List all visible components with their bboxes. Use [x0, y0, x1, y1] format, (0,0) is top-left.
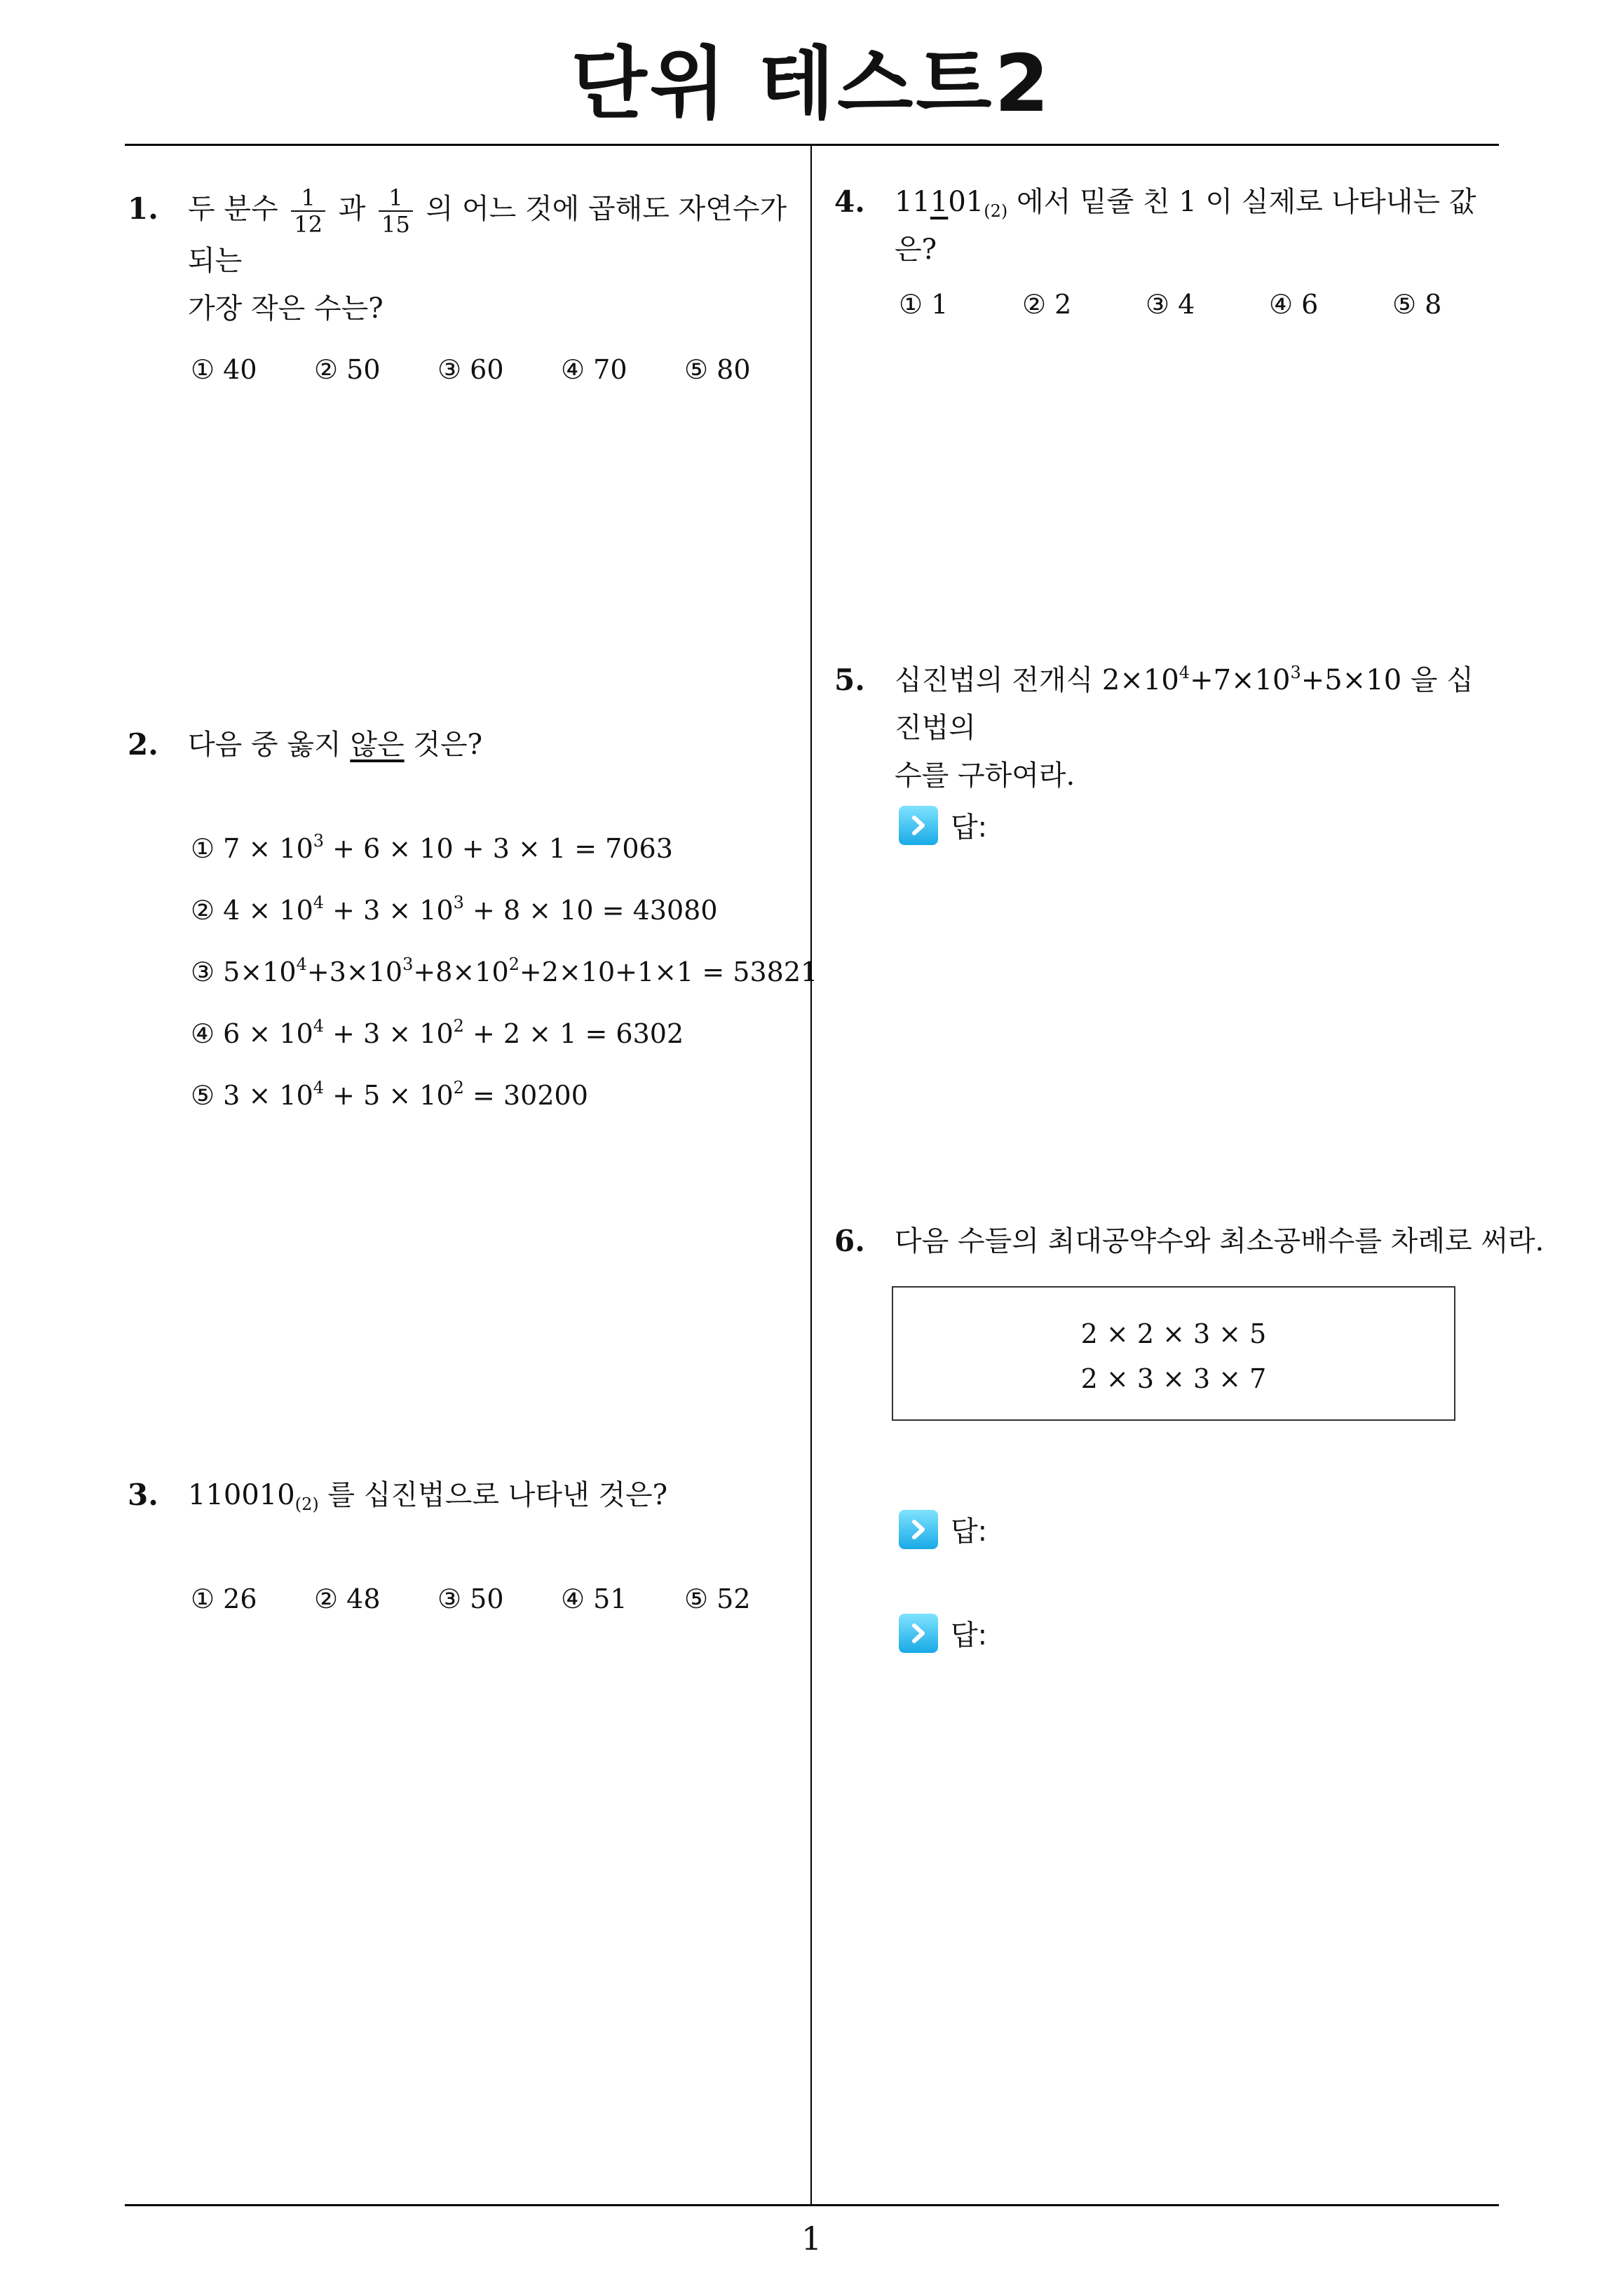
bottom-rule [125, 2204, 1499, 2206]
question-text [188, 185, 801, 332]
question-3 [128, 1471, 801, 1519]
question-text-part: 가장 작은 수는? [188, 292, 383, 325]
expression-box [892, 1286, 1455, 1421]
question-number: 3. [128, 1478, 158, 1512]
question-text-part: 것은? [413, 729, 483, 761]
question-number: 4. [834, 184, 865, 219]
question-number: 5. [834, 663, 865, 697]
choice-3[interactable]: ③ 4 [1146, 289, 1195, 320]
question-text-part: 수를 구하여라. [895, 759, 1075, 792]
binary-number: 110010 [188, 1479, 295, 1511]
choice-5[interactable]: ⑤ $3 \times 10^4 + 5 \times 10^2 = 30200$ [191, 1078, 588, 1111]
choice-2[interactable]: ② 2 [1022, 289, 1072, 320]
expression-line: 2 × 3 × 3 × 7 [1080, 1363, 1267, 1394]
column-divider [810, 144, 812, 2206]
fraction-1-12 [291, 185, 325, 237]
question-text [895, 656, 1500, 799]
question-2-choices [191, 833, 817, 1142]
question-3-choices [191, 1583, 808, 1614]
choice-1[interactable]: ① $7 \times 10^3 + 6 \times 10 + 3 \times 1 = 7063$ [191, 831, 673, 864]
choice-2[interactable]: ② 48 [314, 1583, 381, 1614]
binary-digits: 01 [948, 186, 984, 218]
answer-label: 답: [951, 1515, 988, 1548]
choice-3[interactable]: ③ $5\times 10^4+3\times 10^3+8\times 10^2+2\times 10+1\times 1 = 53821$ [191, 954, 818, 987]
underlined-digit: 1 [930, 186, 949, 218]
base-subscript: (2) [984, 201, 1008, 221]
choice-2[interactable]: ② 50 [314, 354, 381, 385]
top-rule [125, 144, 1499, 146]
choice-4[interactable]: ④ 70 [561, 354, 627, 385]
choice-5[interactable]: ⑤ 8 [1392, 289, 1442, 320]
fraction-numerator: 1 [379, 185, 413, 212]
choice-4[interactable]: ④ 51 [561, 1583, 627, 1614]
answer-field-q6-gcd[interactable] [899, 1509, 987, 1549]
question-text [895, 178, 1493, 274]
question-2 [128, 721, 801, 769]
question-number: 6. [834, 1224, 865, 1258]
question-text-part: 두 분수 [188, 193, 278, 225]
chevron-right-icon [899, 806, 938, 845]
choice-2[interactable]: ② $4 \times 10^4 + 3 \times 10^3 + 8 \times 10 = 43080$ [191, 893, 718, 926]
answer-field-q6-lcm[interactable] [899, 1613, 987, 1653]
choice-5[interactable]: ⑤ 80 [684, 354, 751, 385]
question-text-part: 십진법의 전개식 $2\times 10^4+7\times 10^3+5\times 10$ 을 십진법의 [895, 663, 1474, 744]
answer-label: 답: [951, 1619, 988, 1652]
underlined-word: 않은 [350, 729, 405, 761]
choice-3[interactable]: ③ 50 [437, 1583, 504, 1614]
fraction-denominator: 12 [294, 211, 323, 238]
choice-1[interactable]: ① 40 [191, 354, 257, 385]
answer-field-q5[interactable] [899, 805, 987, 845]
page-title: 단위 테스트2 [571, 39, 1052, 130]
answer-label: 답: [951, 811, 988, 844]
question-text-part: 과 [338, 193, 366, 225]
chevron-right-icon [899, 1614, 938, 1653]
base-subscript: (2) [294, 1494, 319, 1514]
choice-5[interactable]: ⑤ 52 [684, 1583, 751, 1614]
question-text: 다음 수들의 최대공약수와 최소공배수를 차례로 써라. [895, 1225, 1544, 1257]
choice-1[interactable]: ① 26 [191, 1583, 257, 1614]
binary-digits: 11 [895, 186, 930, 218]
choice-4[interactable]: ④ 6 [1269, 289, 1319, 320]
expression-line: 2 × 2 × 3 × 5 [1080, 1318, 1267, 1349]
question-1 [128, 185, 801, 332]
question-number: 2. [128, 727, 158, 762]
question-number: 1. [128, 191, 158, 226]
choice-3[interactable]: ③ 60 [437, 354, 504, 385]
question-text [188, 721, 801, 769]
fraction-denominator: 15 [381, 211, 410, 238]
question-text [188, 1471, 801, 1519]
question-5 [834, 656, 1500, 799]
chevron-right-icon [899, 1510, 938, 1549]
question-6 [834, 1217, 1544, 1265]
question-text-part: 의 어느 것에 곱해도 자연수가 되는 [188, 193, 787, 277]
question-1-choices [191, 354, 808, 385]
question-4-choices [899, 289, 1516, 320]
question-text-part: 를 십진법으로 나타낸 것은? [327, 1479, 668, 1511]
fraction-1-15 [379, 185, 413, 237]
choice-1[interactable]: ① 1 [899, 289, 949, 320]
page-number: 1 [801, 2220, 822, 2257]
question-4 [834, 178, 1493, 274]
fraction-numerator: 1 [291, 185, 325, 212]
question-text-part: 다음 중 옳지 [188, 729, 341, 761]
choice-4[interactable]: ④ $6 \times 10^4 + 3 \times 10^2 + 2 \times 1 = 6302$ [191, 1016, 684, 1049]
question-text-part: 에서 밑줄 친 1 이 실제로 나타내는 값은? [895, 186, 1476, 266]
